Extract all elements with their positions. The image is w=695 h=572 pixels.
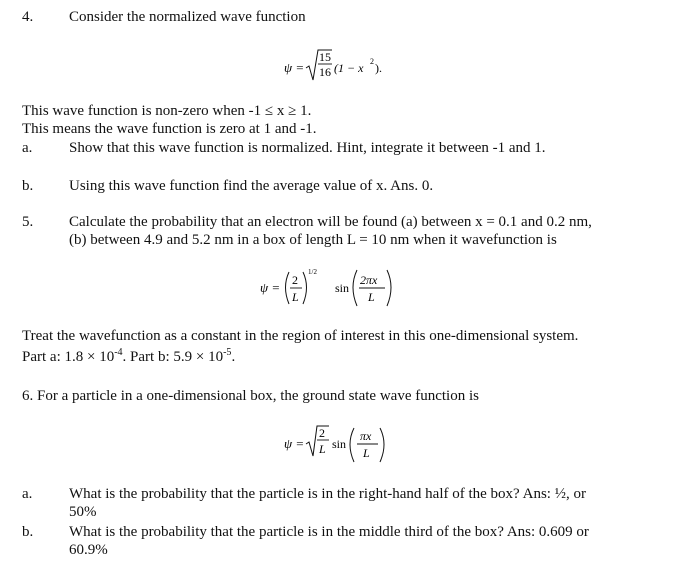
q4-eq-exp: 2 bbox=[370, 57, 374, 66]
q5-eq-sin: sin bbox=[335, 281, 350, 295]
q4-part-a-text: Show that this wave function is normalized. Hint, integrate it between -1 and 1. bbox=[69, 140, 546, 156]
q5-answer-a-exp: -4 bbox=[114, 347, 123, 358]
q5-answer-a: Part a: 1.8 × 10 bbox=[22, 349, 115, 365]
q5-answer-end: . bbox=[231, 349, 236, 365]
q5-eq-exp: 1/2 bbox=[308, 268, 317, 276]
q6-eq-den: L bbox=[319, 442, 326, 456]
q5-eq-lhs: ψ = bbox=[260, 280, 281, 295]
q6-part-b-text-line2: 60.9% bbox=[69, 542, 108, 558]
q6-wavefunction-equation bbox=[282, 420, 412, 468]
q6-eq-sin: sin bbox=[332, 437, 347, 451]
q4-eq-rhs: (1 − x bbox=[334, 61, 364, 75]
q6-eq-lhs: ψ = bbox=[284, 436, 305, 451]
q4-eq-rhs-end: ). bbox=[375, 61, 382, 75]
q4-part-b-text: Using this wave function find the average value of x. Ans. 0. bbox=[69, 178, 434, 194]
q4-number: 4. bbox=[22, 9, 34, 25]
q4-prompt: Consider the normalized wave function bbox=[69, 9, 306, 25]
q6-part-b-label: b. bbox=[22, 524, 34, 540]
q6-prompt: 6. For a particle in a one-dimensional box, the ground state wave function is bbox=[22, 388, 479, 404]
q6-eq-num: 2 bbox=[319, 426, 325, 440]
q5-answers bbox=[22, 348, 235, 366]
q5-treat-note: Treat the wavefunction as a constant in the region of interest in this one-dimensional system. bbox=[22, 328, 579, 344]
q6-part-a-text-line2: 50% bbox=[69, 504, 97, 520]
q5-eq-arg-den: L bbox=[368, 290, 375, 304]
q6-part-a-label: a. bbox=[22, 486, 33, 502]
q5-answer-b: . Part b: 5.9 × 10 bbox=[122, 349, 224, 365]
q4-eq-num: 15 bbox=[319, 50, 331, 64]
q5-text-line2: (b) between 4.9 and 5.2 nm in a box of length L = 10 nm when it wavefunction is bbox=[69, 232, 557, 248]
q4-condition-line: This wave function is non-zero when -1 ≤ x ≥ 1. bbox=[22, 103, 312, 119]
q6-eq-arg-den: L bbox=[363, 446, 370, 460]
q5-number: 5. bbox=[22, 214, 34, 230]
q5-eq-frac-num: 2 bbox=[292, 273, 298, 287]
q4-zero-line: This means the wave function is zero at 1 and -1. bbox=[22, 121, 317, 137]
q5-eq-arg-num: 2πx bbox=[360, 273, 378, 287]
q4-part-b-label: b. bbox=[22, 178, 34, 194]
q4-part-a-label: a. bbox=[22, 140, 33, 156]
q4-wavefunction-equation bbox=[282, 44, 412, 88]
q5-eq-frac-den: L bbox=[292, 290, 299, 304]
q4-eq-lhs: ψ = bbox=[284, 60, 305, 75]
q5-text-line1: Calculate the probability that an electron will be found (a) between x = 0.1 and 0.2 nm, bbox=[69, 214, 592, 230]
q5-answer-b-exp: -5 bbox=[223, 347, 232, 358]
q4-eq-den: 16 bbox=[319, 65, 331, 79]
q6-part-b-text-line1: What is the probability that the particle is in the middle third of the box? Ans: 0.609 or bbox=[69, 524, 589, 540]
q6-part-a-text-line1: What is the probability that the particle is in the right-hand half of the box? Ans: ½, or bbox=[69, 486, 586, 502]
q5-wavefunction-equation bbox=[258, 262, 408, 312]
q6-eq-arg-num: πx bbox=[360, 429, 372, 443]
